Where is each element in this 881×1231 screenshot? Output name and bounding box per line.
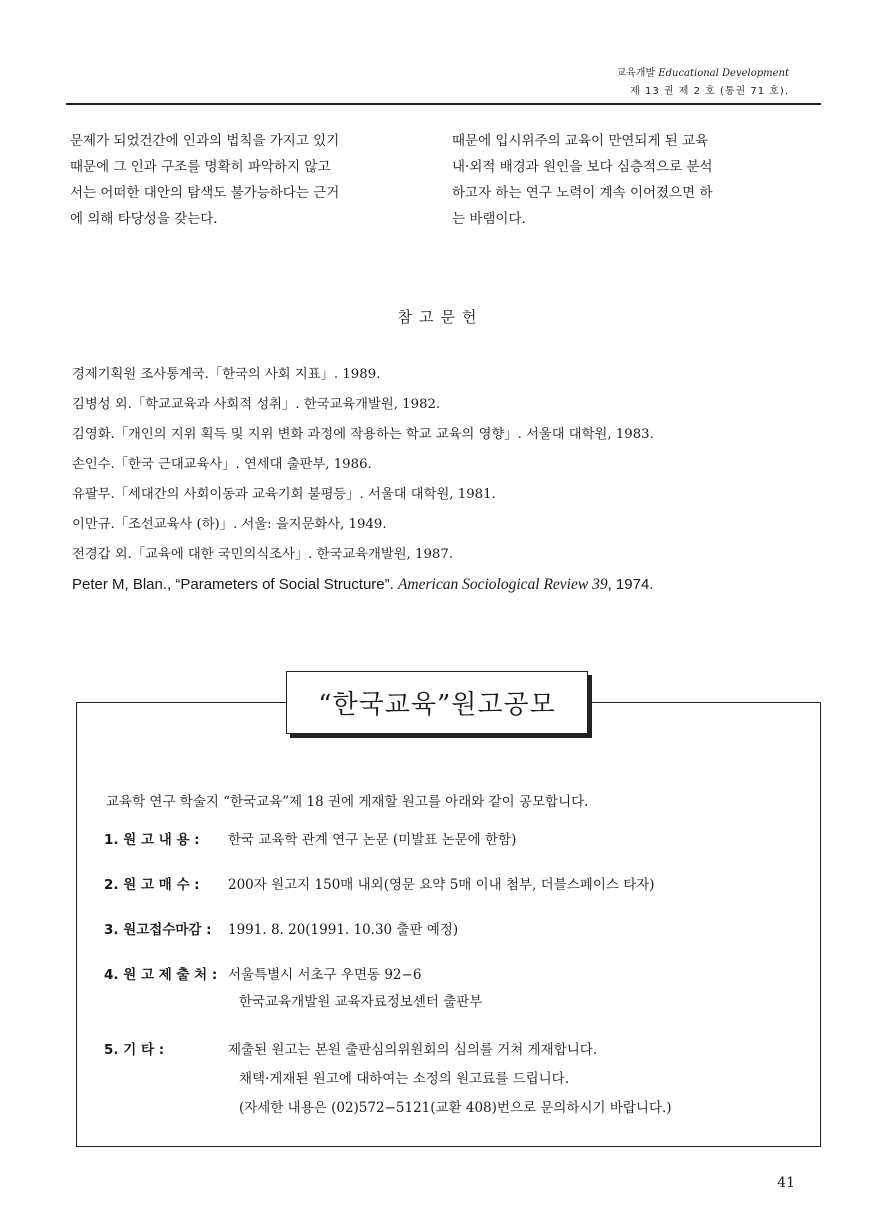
header-rule <box>66 103 821 105</box>
notice-item-continuation: 채택·게재된 원고에 대하여는 소정의 원고료를 드립니다. <box>239 1071 569 1087</box>
notice-item-value: 200자 원고지 150매 내외(영문 요약 5매 이내 첨부, 더블스페이스 타자) <box>228 877 655 893</box>
notice-item-submission <box>104 963 483 1010</box>
body-line: 때문에 입시위주의 교육이 만연되게 된 교육 <box>452 133 709 149</box>
notice-item-value: 제출된 원고는 본원 출판심의위원회의 심의를 거쳐 게재합니다. <box>228 1042 598 1058</box>
reference-item: 전경갑 외.「교육에 대한 국민의식조사」. 한국교육개발원, 1987. <box>72 547 454 562</box>
references-heading: 참고문헌 <box>397 308 484 326</box>
volume-info: 제 13 권 제 2 호 (통권 71 호). <box>630 86 789 97</box>
notice-item-deadline <box>104 918 458 938</box>
notice-item-label: 2. 원 고 매 수 : <box>104 877 200 893</box>
call-for-papers-title: “한국교육”원고공모 <box>286 671 588 734</box>
body-line: 문제가 되었건간에 인과의 법칙을 가지고 있기 <box>70 133 340 149</box>
journal-title-korean: 교육개발 <box>616 68 656 79</box>
body-line: 하고자 하는 연구 노력이 계속 이어졌으면 하 <box>452 185 713 201</box>
notice-item-label: 4. 원 고 제 출 처 : <box>104 967 218 983</box>
notice-item-label: 1. 원 고 내 용 : <box>104 832 200 848</box>
reference-item: 손인수.「한국 근대교육사」. 연세대 출판부, 1986. <box>72 457 372 472</box>
reference-item: 김영화.「개인의 지위 획득 및 지위 변화 과정에 작용하는 학교 교육의 영향」. 서울대 대학원, 1983. <box>72 427 654 442</box>
call-for-papers-intro: 교육학 연구 학술지 “한국교육”제 18 권에 게재할 원고를 아래와 같이 공모합니다. <box>106 794 589 810</box>
body-line: 때문에 그 인과 구조를 명확히 파악하지 않고 <box>70 159 331 175</box>
reference-year: , 1974. <box>607 576 654 593</box>
notice-item-label: 3. 원고접수마감 : <box>104 922 212 938</box>
body-line: 서는 어떠한 대안의 탐색도 불가능하다는 근거 <box>70 185 340 201</box>
notice-item-other <box>104 1038 672 1116</box>
reference-item: 경제기획원 조사통계국.「한국의 사회 지표」. 1989. <box>72 367 381 382</box>
notice-item-continuation: 한국교육개발원 교육자료정보센터 출판부 <box>239 994 483 1010</box>
notice-item-continuation: (자세한 내용은 (02)572−5121(교환 408)번으로 문의하시기 바랍니다.) <box>239 1100 672 1116</box>
notice-item-value: 한국 교육학 관계 연구 논문 (미발표 논문에 한함) <box>228 832 517 848</box>
reference-journal: American Sociological Review 39 <box>397 576 608 593</box>
body-line: 내·외적 배경과 원인을 보다 심층적으로 분석 <box>452 159 713 175</box>
running-header <box>616 64 789 97</box>
notice-item-value: 서울특별시 서초구 우면동 92−6 <box>228 967 422 983</box>
reference-item-english <box>72 570 654 600</box>
reference-item: 이만규.「조선교육사 (하)」. 서울: 을지문화사, 1949. <box>72 517 387 532</box>
notice-item-label: 5. 기 타 : <box>104 1042 165 1058</box>
journal-title-english: Educational Development <box>658 68 789 79</box>
body-line: 는 바램이다. <box>452 211 526 227</box>
reference-list <box>72 360 654 600</box>
notice-item-length <box>104 873 655 893</box>
body-column-left <box>70 128 415 232</box>
reference-author-title: Peter M, Blan., “Parameters of Social Structure”. <box>72 576 398 593</box>
page-number: 41 <box>777 1175 795 1191</box>
notice-item-content <box>104 828 516 848</box>
notice-item-value: 1991. 8. 20(1991. 10.30 출판 예정) <box>228 922 459 938</box>
body-column-right <box>452 128 802 232</box>
body-line: 에 의해 타당성을 갖는다. <box>70 211 218 227</box>
reference-item: 유팔무.「세대간의 사회이동과 교육기회 불평등」. 서울대 대학원, 1981. <box>72 487 496 502</box>
reference-item: 김병성 외.「학교교육과 사회적 성취」. 한국교육개발원, 1982. <box>72 397 441 412</box>
